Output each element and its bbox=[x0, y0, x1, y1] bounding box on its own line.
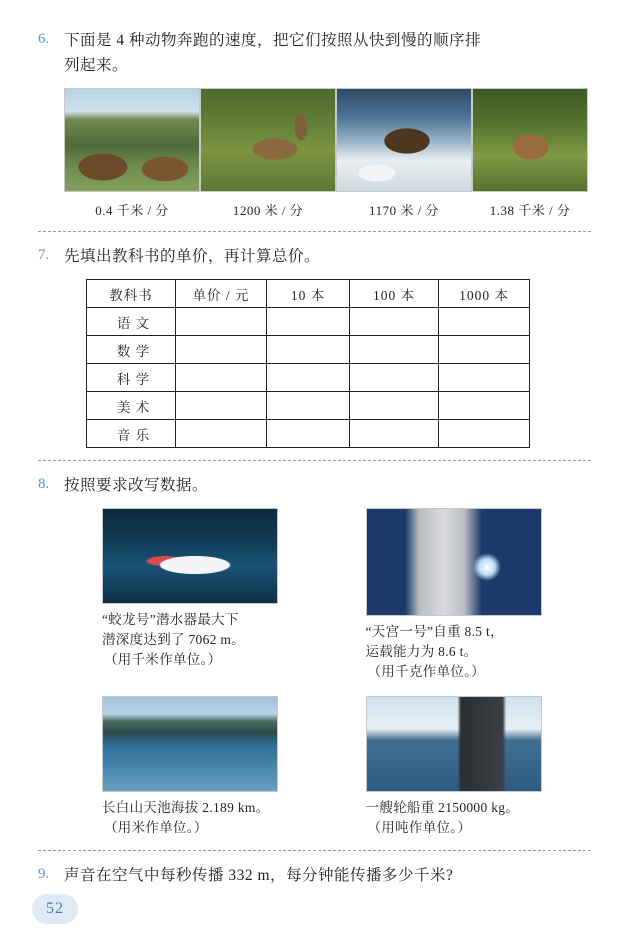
table-header-cell: 单价 / 元 bbox=[176, 280, 267, 308]
page-number: 52 bbox=[32, 894, 78, 924]
table-cell-blank[interactable] bbox=[350, 364, 439, 392]
table-row bbox=[87, 336, 530, 364]
exercise-8-prompt: 按照要求改写数据。 bbox=[64, 477, 209, 494]
table-cell-blank[interactable] bbox=[439, 336, 530, 364]
exercise-9 bbox=[38, 863, 591, 888]
exercise-8-item-submarine bbox=[64, 508, 328, 682]
caption-line-1: 一艘轮船重 2150000 kg。 bbox=[365, 800, 520, 815]
table-header-cell: 1000 本 bbox=[439, 280, 530, 308]
horse-speed-label: 1170 米 / 分 bbox=[369, 203, 439, 218]
table-header-cell: 100 本 bbox=[350, 280, 439, 308]
divider-2 bbox=[38, 460, 591, 461]
exercise-8-row-2 bbox=[64, 696, 591, 838]
textbook-price-table bbox=[86, 279, 530, 448]
hare-speed-label: 1200 米 / 分 bbox=[232, 203, 304, 218]
exercise-8-number: 8. bbox=[38, 476, 50, 492]
table-cell-blank[interactable] bbox=[176, 308, 267, 336]
table-row bbox=[87, 392, 530, 420]
hare-photo bbox=[200, 88, 336, 192]
divider-1 bbox=[38, 231, 591, 232]
row-label-music: 音 乐 bbox=[87, 420, 176, 448]
exercise-9-number: 9. bbox=[38, 866, 50, 882]
table-cell-blank[interactable] bbox=[176, 364, 267, 392]
lake-photo bbox=[102, 696, 278, 792]
caption-line-2: （用米作单位。） bbox=[104, 820, 208, 835]
animal-item-horse bbox=[336, 88, 472, 219]
cargo-ship-photo bbox=[366, 696, 542, 792]
table-cell-blank[interactable] bbox=[439, 420, 530, 448]
cargo-ship-caption bbox=[366, 798, 592, 838]
table-header-cell: 教科书 bbox=[87, 280, 176, 308]
exercise-9-prompt: 声音在空气中每秒传播 332 m，每分钟能传播多少千米? bbox=[64, 867, 454, 884]
satellite-caption bbox=[366, 622, 592, 682]
divider-3 bbox=[38, 850, 591, 851]
exercise-6 bbox=[38, 28, 591, 219]
table-cell-blank[interactable] bbox=[350, 420, 439, 448]
submarine-caption bbox=[102, 610, 328, 670]
table-cell-blank[interactable] bbox=[267, 336, 350, 364]
table-cell-blank[interactable] bbox=[439, 392, 530, 420]
table-cell-blank[interactable] bbox=[350, 392, 439, 420]
exercise-7 bbox=[38, 244, 591, 448]
exercise-8-grid bbox=[38, 498, 591, 838]
deer-speed-label: 1.38 千米 / 分 bbox=[489, 203, 571, 218]
exercise-8-item-ship bbox=[328, 696, 592, 838]
exercise-7-number: 7. bbox=[38, 247, 50, 263]
table-cell-blank[interactable] bbox=[267, 392, 350, 420]
bears-speed-label: 0.4 千米 / 分 bbox=[95, 203, 169, 218]
exercise-9-head bbox=[38, 863, 591, 888]
exercise-6-prompt-line1: 下面是 4 种动物奔跑的速度，把它们按照从快到慢的顺序排 bbox=[64, 32, 482, 49]
lake-caption bbox=[102, 798, 328, 838]
animal-item-deer bbox=[472, 88, 588, 219]
exercise-8 bbox=[38, 473, 591, 838]
horse-photo bbox=[336, 88, 472, 192]
table-cell-blank[interactable] bbox=[350, 308, 439, 336]
caption-line-1: “蛟龙号”潜水器最大下 bbox=[102, 612, 239, 627]
deer-photo bbox=[472, 88, 588, 192]
table-cell-blank[interactable] bbox=[267, 420, 350, 448]
table-cell-blank[interactable] bbox=[439, 308, 530, 336]
animal-item-hare bbox=[200, 88, 336, 219]
exercise-6-head bbox=[38, 28, 591, 53]
textbook-price-table-wrap bbox=[38, 269, 591, 448]
exercise-8-item-satellite bbox=[328, 508, 592, 682]
caption-line-2: 运载能力为 8.6 t。 bbox=[365, 644, 478, 659]
caption-line-2: （用吨作单位。） bbox=[367, 820, 472, 835]
table-header-row bbox=[87, 280, 530, 308]
row-label-math: 数 学 bbox=[87, 336, 176, 364]
row-label-science: 科 学 bbox=[87, 364, 176, 392]
bears-photo bbox=[64, 88, 200, 192]
table-cell-blank[interactable] bbox=[267, 364, 350, 392]
exercise-8-head bbox=[38, 473, 591, 498]
animal-item-bears bbox=[64, 88, 200, 219]
satellite-photo bbox=[366, 508, 542, 616]
caption-line-3: （用千克作单位。） bbox=[367, 664, 485, 679]
table-cell-blank[interactable] bbox=[176, 420, 267, 448]
exercise-8-item-lake bbox=[64, 696, 328, 838]
table-row bbox=[87, 308, 530, 336]
table-header-cell: 10 本 bbox=[267, 280, 350, 308]
table-cell-blank[interactable] bbox=[176, 336, 267, 364]
table-cell-blank[interactable] bbox=[439, 364, 530, 392]
row-label-chinese: 语 文 bbox=[87, 308, 176, 336]
caption-line-2: 潜深度达到了 7062 m。 bbox=[102, 632, 245, 647]
table-row bbox=[87, 364, 530, 392]
exercise-8-row-1 bbox=[64, 508, 591, 682]
exercise-6-prompt-line2: 列起来。 bbox=[64, 57, 129, 74]
row-label-art: 美 术 bbox=[87, 392, 176, 420]
exercise-7-head bbox=[38, 244, 591, 269]
table-cell-blank[interactable] bbox=[176, 392, 267, 420]
animal-photo-row bbox=[38, 78, 591, 219]
caption-line-1: 长白山天池海拔 2.189 km。 bbox=[102, 800, 270, 815]
table-row bbox=[87, 420, 530, 448]
submarine-photo bbox=[102, 508, 278, 604]
exercise-7-prompt: 先填出教科书的单价，再计算总价。 bbox=[64, 248, 321, 265]
caption-line-3: （用千米作单位。） bbox=[104, 652, 222, 667]
table-cell-blank[interactable] bbox=[267, 308, 350, 336]
exercise-6-number: 6. bbox=[38, 31, 50, 47]
caption-line-1: “天宫一号”自重 8.5 t， bbox=[365, 624, 504, 639]
table-cell-blank[interactable] bbox=[350, 336, 439, 364]
